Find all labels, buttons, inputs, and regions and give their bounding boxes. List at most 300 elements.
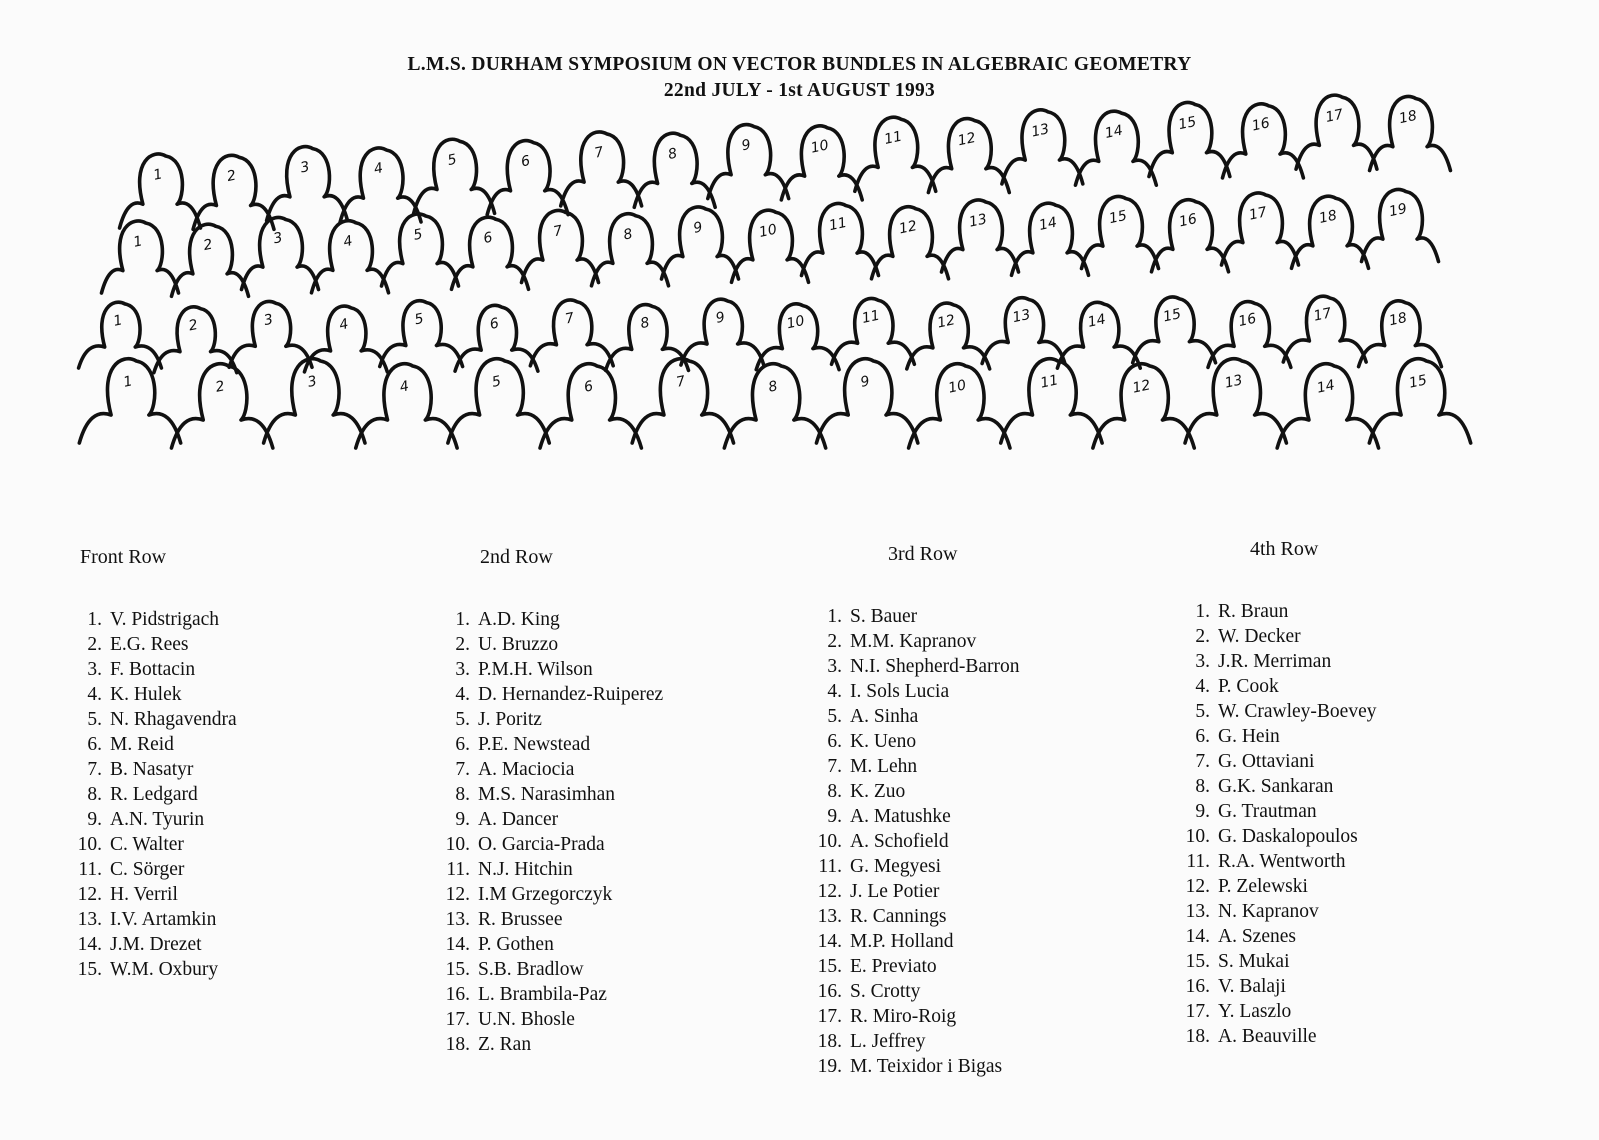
name-entry — [1180, 874, 1377, 899]
person-name: R. Brussee — [478, 909, 563, 930]
silhouette-number: 18 — [1317, 207, 1339, 227]
entry-number: 7. — [455, 759, 470, 780]
name-entry — [1180, 1024, 1377, 1049]
name-entry — [812, 1054, 1020, 1079]
name-entry — [812, 829, 1020, 854]
name-entry — [72, 707, 237, 732]
entry-number: 11. — [446, 859, 470, 880]
silhouette-number: 6 — [488, 315, 501, 333]
person-name: D. Hernandez-Ruiperez — [478, 684, 664, 705]
name-entry — [72, 782, 237, 807]
entry-number: 19. — [817, 1056, 842, 1077]
person-silhouette — [1362, 189, 1439, 261]
person-name: V. Pidstrigach — [110, 609, 220, 630]
name-entry — [72, 657, 237, 682]
entry-number: 8. — [455, 784, 470, 805]
person-name: A. Dancer — [478, 809, 559, 830]
name-entry — [1180, 974, 1377, 999]
person-silhouette — [340, 148, 421, 222]
name-entry — [440, 757, 663, 782]
person-silhouette — [356, 364, 457, 448]
silhouette-number: 5 — [413, 310, 426, 329]
name-entry — [440, 682, 663, 707]
person-name: K. Zuo — [850, 781, 906, 802]
name-entry — [440, 907, 663, 932]
person-silhouette — [1369, 359, 1470, 443]
entry-number: 11. — [78, 859, 102, 880]
person-name: J.R. Merriman — [1218, 651, 1332, 672]
entry-number: 10. — [817, 831, 842, 852]
silhouette-number: 13 — [1011, 306, 1032, 327]
person-name: U. Bruzzo — [478, 634, 559, 655]
silhouette-number: 3 — [299, 158, 312, 177]
person-silhouette — [1185, 359, 1286, 443]
person-silhouette — [414, 139, 495, 213]
entry-number: 18. — [445, 1034, 470, 1055]
person-silhouette — [561, 132, 642, 206]
silhouette-number: 6 — [582, 378, 595, 396]
person-name: L. Brambila-Paz — [478, 984, 607, 1005]
person-name: W. Crawley-Boevey — [1218, 701, 1377, 722]
person-name: M.M. Kapranov — [850, 631, 977, 652]
silhouette-row-2 — [79, 296, 1442, 372]
name-entry — [440, 832, 663, 857]
silhouette-number: 11 — [827, 214, 849, 235]
person-silhouette — [781, 126, 862, 200]
entry-number: 1. — [827, 606, 842, 627]
silhouette-number: 9 — [691, 219, 705, 237]
silhouette-number: 9 — [740, 136, 753, 155]
person-name: W. Decker — [1218, 626, 1301, 647]
silhouette-number: 13 — [1223, 372, 1245, 392]
name-entry — [72, 932, 237, 957]
entry-number: 18. — [1185, 1026, 1210, 1047]
person-name: G. Hein — [1218, 726, 1280, 747]
person-name: W.M. Oxbury — [110, 959, 219, 980]
person-name: J. Poritz — [478, 709, 542, 730]
person-silhouette — [1002, 110, 1083, 184]
person-name: M.S. Narasimhan — [478, 784, 616, 805]
person-silhouette — [120, 154, 201, 228]
silhouette-number: 4 — [341, 232, 355, 251]
silhouette-number: 15 — [1107, 207, 1129, 228]
entry-number: 11. — [1186, 851, 1210, 872]
name-entry — [72, 632, 237, 657]
entry-number: 2. — [455, 634, 470, 655]
entry-number: 15. — [817, 956, 842, 977]
name-entry — [812, 854, 1020, 879]
entry-number: 10. — [1185, 826, 1210, 847]
person-name: U.N. Bhosle — [478, 1009, 575, 1030]
person-name: A.N. Tyurin — [110, 809, 205, 830]
entry-number: 17. — [445, 1009, 470, 1030]
entry-number: 14. — [817, 931, 842, 952]
name-entry — [812, 754, 1020, 779]
person-name: A. Schofield — [850, 831, 949, 852]
silhouette-number: 14 — [1315, 377, 1337, 397]
person-silhouette — [264, 359, 365, 443]
third-row-list — [812, 543, 1020, 1079]
entry-number: 2. — [1195, 626, 1210, 647]
front-row-list — [72, 546, 237, 982]
entry-number: 13. — [1185, 901, 1210, 922]
name-entry — [72, 732, 237, 757]
person-name: P. Cook — [1218, 676, 1279, 697]
name-entry — [1180, 999, 1377, 1024]
person-silhouette — [855, 117, 936, 191]
silhouette-number: 15 — [1161, 306, 1183, 326]
person-silhouette — [1370, 96, 1451, 170]
silhouette-number: 10 — [946, 377, 968, 397]
silhouette-number: 11 — [860, 307, 882, 327]
person-silhouette — [1093, 364, 1194, 448]
row-heading: 3rd Row — [888, 543, 958, 565]
person-name: A. Szenes — [1218, 926, 1296, 947]
name-entry — [812, 1029, 1020, 1054]
name-entry — [1180, 849, 1377, 874]
person-name: R.A. Wentworth — [1218, 851, 1346, 872]
name-entry — [1180, 674, 1377, 699]
entry-number: 14. — [1185, 926, 1210, 947]
name-entry — [440, 732, 663, 757]
person-name: G. Ottaviani — [1218, 751, 1315, 772]
person-silhouette — [382, 214, 459, 286]
name-entry — [812, 729, 1020, 754]
person-name: K. Ueno — [850, 731, 917, 752]
silhouette-number: 1 — [111, 312, 125, 330]
person-name: M.P. Holland — [850, 931, 954, 952]
entry-number: 1. — [455, 609, 470, 630]
person-silhouette — [1222, 193, 1299, 265]
entry-number: 2. — [87, 634, 102, 655]
entry-number: 7. — [87, 759, 102, 780]
name-entry — [1180, 774, 1377, 799]
silhouette-number: 7 — [674, 373, 687, 391]
name-entry — [72, 882, 237, 907]
silhouette-number: 11 — [1039, 372, 1060, 392]
person-silhouette — [1075, 111, 1156, 185]
entry-number: 1. — [87, 609, 102, 630]
entry-number: 10. — [77, 834, 102, 855]
name-entry — [812, 879, 1020, 904]
name-entry — [440, 632, 663, 657]
name-entry — [1180, 949, 1377, 974]
silhouette-number: 7 — [563, 309, 576, 328]
name-entry — [440, 957, 663, 982]
silhouette-number: 18 — [1387, 309, 1409, 330]
name-entry — [72, 857, 237, 882]
silhouette-number: 8 — [639, 314, 652, 333]
silhouette-number: 3 — [306, 373, 319, 391]
silhouette-number: 12 — [897, 218, 919, 238]
name-entry — [812, 1004, 1020, 1029]
entry-number: 10. — [445, 834, 470, 855]
person-silhouette — [816, 359, 917, 443]
person-name: N.J. Hitchin — [478, 859, 573, 880]
entry-number: 12. — [1185, 876, 1210, 897]
person-silhouette — [1001, 359, 1102, 443]
name-entry — [1180, 899, 1377, 924]
entry-number: 16. — [817, 981, 842, 1002]
name-entry — [812, 804, 1020, 829]
person-name: P. Zelewski — [1218, 876, 1308, 897]
silhouette-number: 3 — [271, 229, 285, 248]
entry-number: 15. — [445, 959, 470, 980]
name-entry — [1180, 799, 1377, 824]
entry-number: 16. — [445, 984, 470, 1005]
person-silhouette — [1292, 196, 1369, 268]
person-name: A. Maciocia — [478, 759, 575, 780]
person-silhouette — [632, 359, 733, 443]
symposium-dates: 22nd JULY - 1st AUGUST 1993 — [663, 80, 936, 101]
person-silhouette — [662, 207, 739, 279]
person-name: R. Miro-Roig — [850, 1006, 957, 1027]
silhouette-number: 16 — [1237, 310, 1258, 331]
entry-number: 6. — [827, 731, 842, 752]
person-name: B. Nasatyr — [110, 759, 194, 780]
silhouette-number: 12 — [956, 129, 978, 150]
person-silhouette — [708, 125, 789, 199]
symposium-title: L.M.S. DURHAM SYMPOSIUM ON VECTOR BUNDLES IN ALGEBRAIC GEOMETRY — [407, 54, 1192, 75]
entry-number: 12. — [817, 881, 842, 902]
person-name: A. Matushke — [850, 806, 951, 827]
silhouette-number: 14 — [1037, 214, 1059, 234]
entry-number: 9. — [827, 806, 842, 827]
silhouette-number: 10 — [785, 312, 807, 333]
person-silhouette — [1277, 364, 1378, 448]
person-silhouette — [732, 210, 809, 282]
person-silhouette — [448, 359, 549, 443]
person-name: M. Reid — [110, 734, 174, 755]
person-silhouette — [942, 200, 1019, 272]
entry-number: 12. — [77, 884, 102, 905]
entry-number: 13. — [445, 909, 470, 930]
person-silhouette — [540, 364, 641, 448]
entry-number: 8. — [1195, 776, 1210, 797]
person-name: S. Crotty — [850, 981, 921, 1002]
person-name: C. Walter — [110, 834, 184, 855]
name-entry — [812, 604, 1020, 629]
entry-number: 5. — [455, 709, 470, 730]
entry-number: 7. — [1195, 751, 1210, 772]
person-name: G. Daskalopoulos — [1218, 826, 1358, 847]
name-entry — [72, 757, 237, 782]
entry-number: 3. — [455, 659, 470, 680]
name-entry — [812, 654, 1020, 679]
entry-number: 4. — [455, 684, 470, 705]
person-name: S. Mukai — [1218, 951, 1290, 972]
person-name: P. Gothen — [478, 934, 554, 955]
name-entry — [1180, 749, 1377, 774]
name-entry — [440, 882, 663, 907]
person-name: G. Trautman — [1218, 801, 1317, 822]
name-entry — [812, 979, 1020, 1004]
person-name: M. Teixidor i Bigas — [850, 1056, 1003, 1077]
person-name: K. Hulek — [110, 684, 182, 705]
name-entry — [1180, 649, 1377, 674]
silhouette-number: 6 — [481, 229, 495, 248]
group-silhouette-sketch — [0, 106, 1599, 480]
person-silhouette — [312, 221, 389, 293]
person-silhouette — [171, 364, 272, 448]
name-entry — [440, 707, 663, 732]
name-entry — [72, 907, 237, 932]
row-heading: Front Row — [80, 546, 167, 568]
person-name: G. Megyesi — [850, 856, 941, 877]
fourth-row-list — [1180, 538, 1377, 1049]
person-silhouette — [872, 207, 949, 279]
person-name: R. Cannings — [850, 906, 947, 927]
person-name: Y. Laszlo — [1218, 1001, 1292, 1022]
name-entry — [812, 779, 1020, 804]
row-heading: 2nd Row — [480, 546, 553, 568]
person-silhouette — [1152, 200, 1229, 272]
entry-number: 4. — [87, 684, 102, 705]
entry-number: 8. — [827, 781, 842, 802]
name-entry — [440, 1032, 663, 1057]
silhouette-number: 5 — [446, 151, 459, 170]
name-entry — [440, 932, 663, 957]
name-entry — [812, 929, 1020, 954]
silhouette-number: 7 — [551, 222, 565, 241]
person-name: P.E. Newstead — [478, 734, 591, 755]
name-entry — [1180, 624, 1377, 649]
name-entry — [812, 704, 1020, 729]
name-entry — [1180, 599, 1377, 624]
person-name: A. Beauville — [1218, 1026, 1317, 1047]
name-entry — [1180, 924, 1377, 949]
person-name: R. Ledgard — [110, 784, 198, 805]
entry-number: 13. — [817, 906, 842, 927]
silhouette-number: 14 — [1103, 122, 1125, 142]
person-silhouette — [452, 217, 529, 289]
person-silhouette — [928, 119, 1009, 193]
silhouette-number: 7 — [593, 144, 606, 162]
name-entry — [440, 1007, 663, 1032]
entry-number: 9. — [1195, 801, 1210, 822]
silhouette-number: 16 — [1250, 115, 1272, 135]
person-name: A. Sinha — [850, 706, 919, 727]
name-entry — [812, 954, 1020, 979]
name-entry — [72, 957, 237, 982]
name-entry — [440, 607, 663, 632]
silhouette-number: 12 — [1131, 377, 1152, 397]
silhouette-number: 10 — [757, 221, 779, 241]
name-entry — [440, 807, 663, 832]
silhouette-number: 4 — [337, 316, 350, 334]
silhouette-number: 9 — [714, 309, 727, 327]
entry-number: 3. — [827, 656, 842, 677]
entry-number: 6. — [1195, 726, 1210, 747]
person-silhouette — [242, 217, 319, 289]
entry-number: 18. — [817, 1031, 842, 1052]
silhouette-number: 10 — [809, 137, 831, 157]
person-silhouette — [1012, 203, 1089, 275]
person-name: I.M Grzegorczyk — [478, 884, 613, 905]
person-silhouette — [1149, 103, 1230, 177]
entry-number: 4. — [827, 681, 842, 702]
person-name: F. Bottacin — [110, 659, 196, 680]
silhouette-number: 12 — [935, 312, 957, 332]
document-title — [0, 52, 1599, 104]
entry-number: 17. — [1185, 1001, 1210, 1022]
entry-number: 7. — [827, 756, 842, 777]
silhouette-number: 18 — [1397, 107, 1419, 128]
silhouette-number: 6 — [519, 152, 532, 171]
silhouette-number: 4 — [398, 378, 411, 396]
person-name: P.M.H. Wilson — [478, 659, 593, 680]
person-silhouette — [724, 364, 825, 448]
name-entry — [440, 782, 663, 807]
person-name: I.V. Artamkin — [110, 909, 217, 930]
silhouette-number: 11 — [882, 128, 904, 148]
name-entry — [72, 682, 237, 707]
person-silhouette — [79, 359, 180, 443]
silhouette-number: 17 — [1324, 106, 1345, 126]
silhouette-number: 3 — [262, 311, 275, 329]
entry-number: 8. — [87, 784, 102, 805]
silhouette-number: 9 — [859, 373, 872, 391]
person-name: N. Kapranov — [1218, 901, 1319, 922]
entry-number: 6. — [87, 734, 102, 755]
name-entry — [812, 904, 1020, 929]
entry-number: 5. — [87, 709, 102, 730]
silhouette-number: 17 — [1312, 305, 1334, 325]
name-entry — [1180, 724, 1377, 749]
person-silhouette — [1082, 196, 1159, 268]
entry-number: 9. — [87, 809, 102, 830]
name-entry — [72, 832, 237, 857]
entry-number: 6. — [455, 734, 470, 755]
silhouette-number: 2 — [214, 378, 227, 396]
person-name: V. Balaji — [1218, 976, 1286, 997]
silhouette-number: 19 — [1387, 200, 1409, 221]
silhouette-number: 8 — [766, 378, 780, 396]
name-entry — [440, 857, 663, 882]
person-silhouette — [592, 214, 669, 286]
silhouette-number: 2 — [201, 236, 215, 255]
person-name: Z. Ran — [478, 1034, 532, 1055]
entry-number: 16. — [1185, 976, 1210, 997]
silhouette-row-1 — [79, 359, 1470, 448]
person-name: M. Lehn — [850, 756, 918, 777]
entry-number: 1. — [1195, 601, 1210, 622]
silhouette-number: 1 — [131, 233, 145, 251]
person-name: R. Braun — [1218, 601, 1289, 622]
entry-number: 5. — [827, 706, 842, 727]
person-silhouette — [193, 155, 274, 229]
silhouette-number: 16 — [1177, 211, 1199, 231]
second-row-list — [440, 546, 663, 1057]
person-name: J. Le Potier — [850, 881, 940, 902]
person-name: S. Bauer — [850, 606, 918, 627]
person-silhouette — [802, 203, 879, 275]
person-silhouette — [634, 133, 715, 207]
silhouette-number: 2 — [187, 316, 200, 335]
entry-number: 4. — [1195, 676, 1210, 697]
row-heading: 4th Row — [1250, 538, 1319, 560]
entry-number: 12. — [445, 884, 470, 905]
silhouette-number: 15 — [1407, 372, 1429, 392]
person-name: L. Jeffrey — [850, 1031, 926, 1052]
person-silhouette — [522, 210, 599, 282]
silhouette-number: 5 — [411, 226, 425, 244]
silhouette-number: 4 — [372, 160, 385, 178]
person-name: N. Rhagavendra — [110, 709, 237, 730]
entry-number: 3. — [1195, 651, 1210, 672]
name-entry — [72, 607, 237, 632]
entry-number: 2. — [827, 631, 842, 652]
